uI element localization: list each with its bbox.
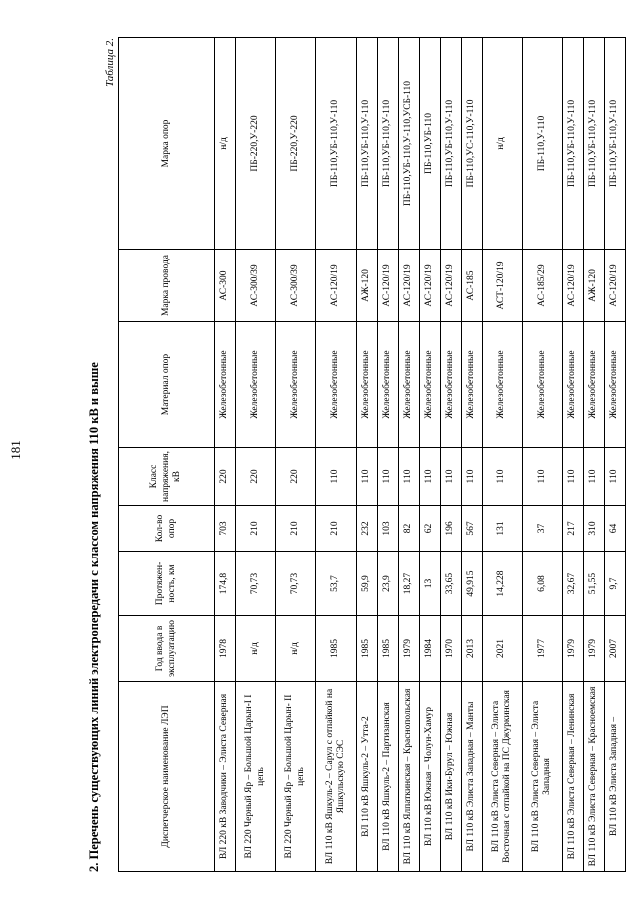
cell-tower-material: Железобетонные bbox=[440, 322, 461, 448]
cell-length: 70,73 bbox=[276, 552, 316, 616]
cell-tower-count: 310 bbox=[584, 506, 605, 552]
cell-tower-material: Железобетонные bbox=[235, 322, 275, 448]
section-heading: 2. Перечень существующих линий электропередачи с классом напряжения 110 кВ и выше bbox=[87, 362, 101, 872]
cell-wire-grade: АС-300/39 bbox=[235, 250, 275, 322]
cell-tower-material: Железобетонные bbox=[377, 322, 398, 448]
col-header-year: Год ввода в эксплуатацию bbox=[119, 616, 215, 682]
cell-year: 1979 bbox=[584, 616, 605, 682]
cell-year: 2013 bbox=[461, 616, 482, 682]
table-row bbox=[522, 38, 562, 872]
cell-wire-grade: АСТ-120/19 bbox=[482, 250, 522, 322]
cell-wire-grade: АЖ-120 bbox=[584, 250, 605, 322]
cell-name: ВЛ 110 кВ Ялпаткинская – Краснопольская bbox=[398, 682, 419, 872]
cell-tower-grade: ПБ-110,УБ-110,У-110 bbox=[440, 38, 461, 250]
cell-voltage: 110 bbox=[356, 448, 377, 506]
table-row bbox=[604, 38, 625, 872]
cell-length: 6,08 bbox=[522, 552, 562, 616]
cell-tower-count: 37 bbox=[522, 506, 562, 552]
cell-tower-count: 210 bbox=[235, 506, 275, 552]
cell-name: ВЛ 110 кВ Элиста Западная – Манты bbox=[461, 682, 482, 872]
cell-year: 1977 bbox=[522, 616, 562, 682]
cell-wire-grade: АС-300 bbox=[215, 250, 236, 322]
cell-voltage: 110 bbox=[440, 448, 461, 506]
cell-tower-grade: ПБ-110,УБ-110,У-110 bbox=[584, 38, 605, 250]
cell-length: 70,73 bbox=[235, 552, 275, 616]
cell-tower-grade: ПБ-110,УБ-110,У-110 bbox=[377, 38, 398, 250]
cell-name: ВЛ 110 кВ Южная – Чолун-Хамур bbox=[419, 682, 440, 872]
cell-tower-material: Железобетонные bbox=[563, 322, 584, 448]
table-header-row bbox=[119, 38, 215, 872]
table-row bbox=[584, 38, 605, 872]
cell-tower-count: 210 bbox=[276, 506, 316, 552]
cell-tower-grade: ПБ-110,УБ-110,У-110 bbox=[563, 38, 584, 250]
cell-wire-grade: АС-120/19 bbox=[398, 250, 419, 322]
cell-voltage: 220 bbox=[276, 448, 316, 506]
cell-wire-grade: АС-120/19 bbox=[604, 250, 625, 322]
cell-year: 1984 bbox=[419, 616, 440, 682]
cell-tower-count: 62 bbox=[419, 506, 440, 552]
col-header-wire-grade: Марка провода bbox=[119, 250, 215, 322]
cell-name: ВЛ 110 кВ Элиста Северная – Элиста Западная bbox=[522, 682, 562, 872]
cell-tower-count: 703 bbox=[215, 506, 236, 552]
cell-length: 51,55 bbox=[584, 552, 605, 616]
cell-tower-material: Железобетонные bbox=[419, 322, 440, 448]
cell-voltage: 110 bbox=[482, 448, 522, 506]
cell-year: 2021 bbox=[482, 616, 522, 682]
table-row bbox=[316, 38, 356, 872]
table-row bbox=[235, 38, 275, 872]
cell-tower-grade: ПБ-220,У-220 bbox=[276, 38, 316, 250]
cell-tower-count: 82 bbox=[398, 506, 419, 552]
cell-wire-grade: АС-120/19 bbox=[316, 250, 356, 322]
cell-wire-grade: АС-120/19 bbox=[563, 250, 584, 322]
table-row bbox=[276, 38, 316, 872]
cell-length: 18,27 bbox=[398, 552, 419, 616]
power-lines-table bbox=[118, 37, 626, 872]
cell-length: 23,9 bbox=[377, 552, 398, 616]
cell-length: 13 bbox=[419, 552, 440, 616]
cell-length: 174,8 bbox=[215, 552, 236, 616]
cell-voltage: 110 bbox=[584, 448, 605, 506]
cell-length: 9,7 bbox=[604, 552, 625, 616]
col-header-voltage: Класс напряжения, кВ bbox=[119, 448, 215, 506]
cell-tower-count: 196 bbox=[440, 506, 461, 552]
cell-tower-grade: н/д bbox=[482, 38, 522, 250]
cell-tower-material: Железобетонные bbox=[604, 322, 625, 448]
cell-name: ВЛ 110 кВ Яшкуль-2 – Сарул с отпайкой на Яшкульскую СЭС bbox=[316, 682, 356, 872]
cell-tower-count: 567 bbox=[461, 506, 482, 552]
cell-voltage: 110 bbox=[604, 448, 625, 506]
cell-wire-grade: АС-120/19 bbox=[440, 250, 461, 322]
cell-tower-count: 210 bbox=[316, 506, 356, 552]
cell-tower-grade: ПБ-110,УБ-110,У-110,УСБ-110 bbox=[398, 38, 419, 250]
table-row bbox=[215, 38, 236, 872]
cell-name: ВЛ 220 кВ Заводчики – Элиста Северная bbox=[215, 682, 236, 872]
cell-tower-grade: ПБ-110,У-110 bbox=[522, 38, 562, 250]
table-row bbox=[398, 38, 419, 872]
cell-tower-grade: ПБ-110,УБ-110,У-110 bbox=[604, 38, 625, 250]
cell-year: н/д bbox=[276, 616, 316, 682]
table-row bbox=[377, 38, 398, 872]
cell-wire-grade: АС-300/39 bbox=[276, 250, 316, 322]
cell-name: ВЛ 110 кВ Элиста Северная – Красноемская bbox=[584, 682, 605, 872]
cell-voltage: 220 bbox=[215, 448, 236, 506]
cell-year: 2007 bbox=[604, 616, 625, 682]
cell-name: ВЛ 110 кВ Яшкуль-2 – Утта-2 bbox=[356, 682, 377, 872]
cell-name: ВЛ 220 Черный Яр – Большой Царын- II цепь bbox=[276, 682, 316, 872]
cell-name: ВЛ 110 кВ Яшкуль-2 – Партизанская bbox=[377, 682, 398, 872]
cell-tower-grade: ПБ-220,У-220 bbox=[235, 38, 275, 250]
cell-wire-grade: АС-185/29 bbox=[522, 250, 562, 322]
cell-tower-grade: ПБ-110,УС-110,У-110 bbox=[461, 38, 482, 250]
cell-wire-grade: АЖ-120 bbox=[356, 250, 377, 322]
table-body bbox=[215, 38, 626, 872]
cell-name: ВЛ 110 кВ Ики-Бурул – Южная bbox=[440, 682, 461, 872]
cell-tower-material: Железобетонные bbox=[215, 322, 236, 448]
col-header-tower-grade: Марка опор bbox=[119, 38, 215, 250]
table-row bbox=[461, 38, 482, 872]
cell-name: ВЛ 110 кВ Элиста Западная – bbox=[604, 682, 625, 872]
cell-tower-count: 217 bbox=[563, 506, 584, 552]
cell-year: 1979 bbox=[563, 616, 584, 682]
cell-tower-count: 103 bbox=[377, 506, 398, 552]
cell-tower-grade: ПБ-110,УБ-110,У-110 bbox=[316, 38, 356, 250]
col-header-tower-material: Материал опор bbox=[119, 322, 215, 448]
cell-name: ВЛ 220 Черный Яр – Большой Царын-I I цепь bbox=[235, 682, 275, 872]
cell-voltage: 110 bbox=[461, 448, 482, 506]
cell-length: 32,67 bbox=[563, 552, 584, 616]
cell-tower-material: Железобетонные bbox=[482, 322, 522, 448]
cell-voltage: 110 bbox=[377, 448, 398, 506]
cell-length: 49,915 bbox=[461, 552, 482, 616]
table-row bbox=[356, 38, 377, 872]
cell-length: 59,9 bbox=[356, 552, 377, 616]
cell-year: 1985 bbox=[316, 616, 356, 682]
col-header-name: Диспетчерское наименование ЛЭП bbox=[119, 682, 215, 872]
cell-tower-material: Железобетонные bbox=[461, 322, 482, 448]
cell-voltage: 220 bbox=[235, 448, 275, 506]
cell-tower-material: Железобетонные bbox=[584, 322, 605, 448]
page-number: 181 bbox=[8, 440, 23, 460]
table-row bbox=[563, 38, 584, 872]
cell-tower-material: Железобетонные bbox=[276, 322, 316, 448]
table-row bbox=[419, 38, 440, 872]
cell-year: 1978 bbox=[215, 616, 236, 682]
cell-year: 1985 bbox=[377, 616, 398, 682]
cell-year: 1979 bbox=[398, 616, 419, 682]
cell-voltage: 110 bbox=[563, 448, 584, 506]
cell-tower-material: Железобетонные bbox=[316, 322, 356, 448]
table-label: Таблица 2. bbox=[104, 38, 116, 87]
cell-tower-grade: ПБ-110,УБ-110,У-110 bbox=[356, 38, 377, 250]
cell-length: 14,228 bbox=[482, 552, 522, 616]
cell-tower-material: Железобетонные bbox=[398, 322, 419, 448]
cell-wire-grade: АС-120/19 bbox=[419, 250, 440, 322]
cell-voltage: 110 bbox=[316, 448, 356, 506]
cell-voltage: 110 bbox=[522, 448, 562, 506]
table-row bbox=[440, 38, 461, 872]
cell-tower-count: 131 bbox=[482, 506, 522, 552]
cell-name: ВЛ 110 кВ Элиста Северная – Элиста Восточная с отпайкой на ПС Джуркинская bbox=[482, 682, 522, 872]
cell-voltage: 110 bbox=[419, 448, 440, 506]
cell-length: 33,65 bbox=[440, 552, 461, 616]
cell-wire-grade: АС-120/19 bbox=[377, 250, 398, 322]
cell-tower-material: Железобетонные bbox=[522, 322, 562, 448]
cell-name: ВЛ 110 кВ Элиста Северная – Ленинская bbox=[563, 682, 584, 872]
cell-year: 1985 bbox=[356, 616, 377, 682]
table-row bbox=[482, 38, 522, 872]
cell-year: 1970 bbox=[440, 616, 461, 682]
cell-tower-grade: н/д bbox=[215, 38, 236, 250]
cell-length: 53,7 bbox=[316, 552, 356, 616]
cell-tower-material: Железобетонные bbox=[356, 322, 377, 448]
cell-voltage: 110 bbox=[398, 448, 419, 506]
cell-year: н/д bbox=[235, 616, 275, 682]
col-header-length: Протяжен-ность, км bbox=[119, 552, 215, 616]
col-header-tower-count: Кол-во опор bbox=[119, 506, 215, 552]
cell-tower-count: 232 bbox=[356, 506, 377, 552]
cell-tower-grade: ПБ-110,УБ-110 bbox=[419, 38, 440, 250]
cell-wire-grade: АС-185 bbox=[461, 250, 482, 322]
cell-tower-count: 64 bbox=[604, 506, 625, 552]
